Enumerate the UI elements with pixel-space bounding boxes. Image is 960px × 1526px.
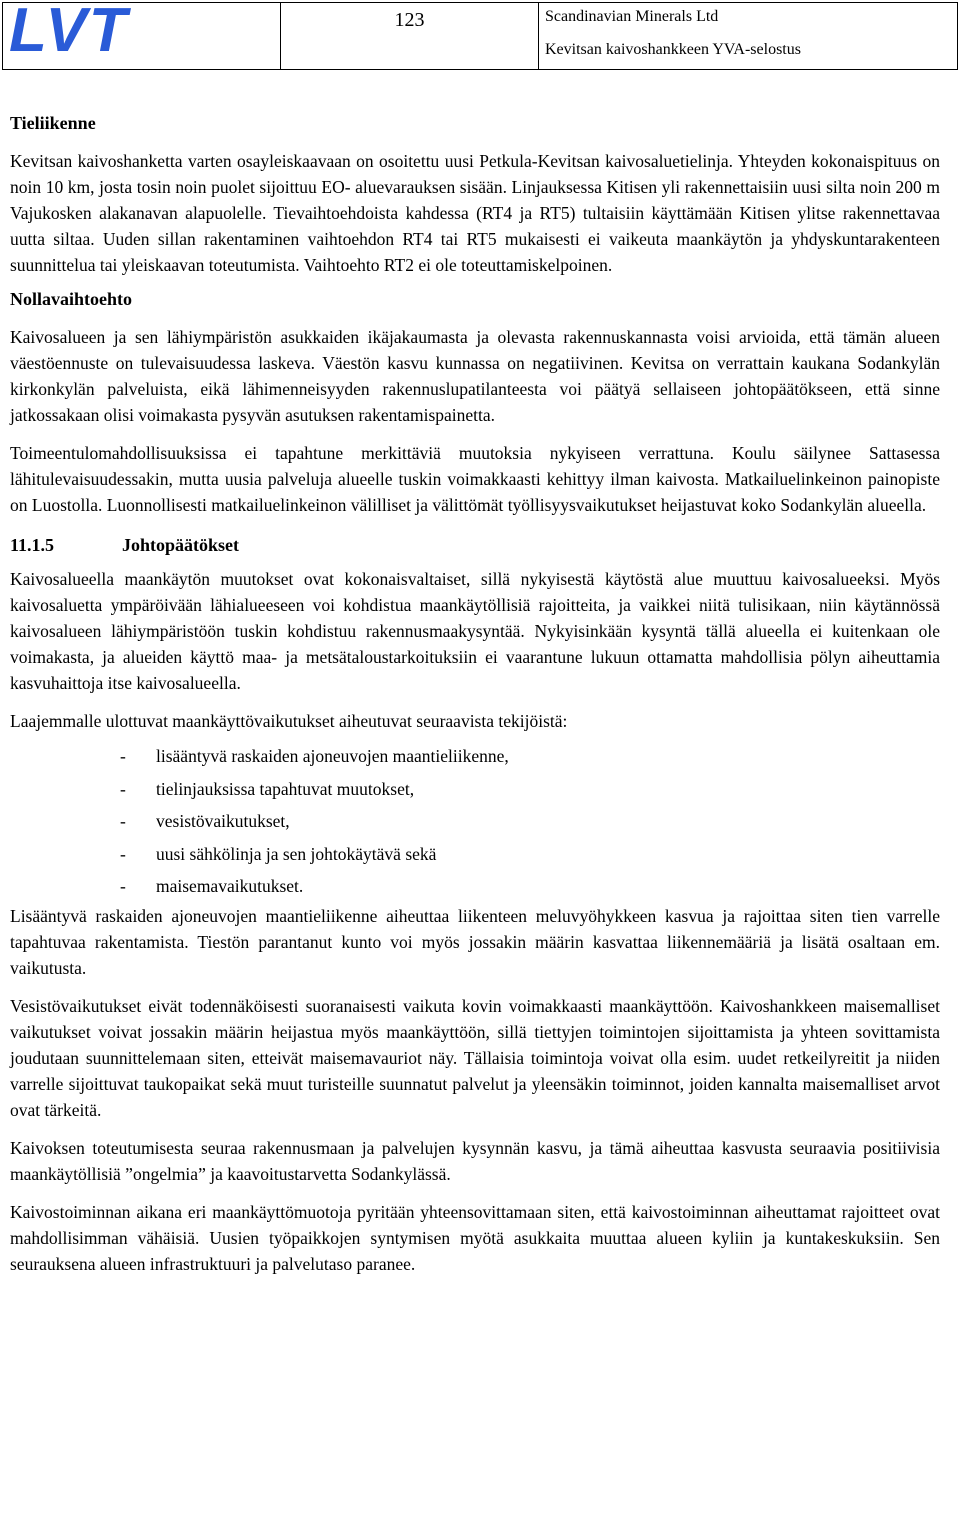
- page-header: [2, 2, 958, 70]
- list-item: [10, 740, 940, 773]
- page-number: 123: [394, 9, 425, 31]
- section-heading-tieliikenne: Tieliikenne: [10, 113, 96, 133]
- paragraph: Laajemmalle ulottuvat maankäyttövaikutukset aiheutuvat seuraavista tekijöistä:: [10, 711, 568, 731]
- list-item: [10, 773, 940, 806]
- section-heading-nollavaihtoehto: Nollavaihtoehto: [10, 289, 133, 309]
- page-number-cell: [281, 3, 539, 69]
- section-title: Johtopäätökset: [122, 535, 240, 555]
- list-item-text: vesistövaikutukset,: [156, 811, 290, 832]
- company-name: Scandinavian Minerals Ltd: [545, 8, 719, 25]
- list-dash: -: [120, 843, 126, 864]
- paragraph: Kaivoksen toteutumisesta seuraa rakennusmaan ja palvelujen kysynnän kasvu, ja tämä aiheuttaa kasvusta seuraavia positiivisia maankäytöllisiä ”ongelmia” ja kaavoitustarvetta Sodankylässä.: [10, 1137, 940, 1184]
- paragraph: Kevitsan kaivoshanketta varten osayleiskaavaan on osoitettu uusi Petkula-Kevitsan kaivosaluetielinja. Yhteyden kokonaispituus on noin 10 km, josta tosin noin puolet sijoittuu EO- aluevarauksen sisään. Linjauksessa Kitisen yli rakennettaisiin uusi silta noin 200 m Vajukosken alakanavan alapuolelle. Tievaihtoehdoista kahdessa (RT4 ja RT5) tultaisiin käyttämään Kitisen ylitse rakennettavaa uutta siltaa. Uuden sillan rakentaminen vaihtoehdon RT4 tai RT5 mukaisesti ei vaikeuta maankäytön ja yhdyskuntarakenteen suunnittelua tai yleiskaavan toteutumista. Vaihtoehto RT2 ei ole toteuttamiskelpoinen.: [10, 151, 940, 275]
- company-cell: [539, 3, 957, 69]
- list-dash: -: [120, 811, 126, 832]
- list-item-text: uusi sähkölinja ja sen johtokäytävä sekä: [156, 843, 437, 864]
- list-dash: -: [120, 746, 126, 767]
- list-item: [10, 870, 940, 903]
- paragraph: Toimeentulomahdollisuuksissa ei tapahtune merkittäviä muutoksia nykyiseen verrattuna. Koulu säilynee Sattasessa lähitulevaisuudessakin, mutta uusia palveluja alueelle tuskin voimakkaasti kehittyy ilman kaivosta. Matkailuelinkeinon painopiste on Luostolla. Luonnollisesti matkailuelinkeinon välilliset ja välittömät työllisyysvaikutukset heijastuvat koko Sodankylän alueella.: [10, 443, 940, 515]
- paragraph: Kaivosalueella maankäytön muutokset ovat kokonaisvaltaiset, sillä nykyisestä käytöstä alue muuttuu kaivosalueeksi. Myös kaivosaluetta ympäröivään lähialueeseen voi kohdistua maankäytöllisiä rajoitteita, ja vaikkei niitä tulisikaan, niin käytännössä kaivosalueen lähiympäristöön tuskin kohdistuu rakennusmaakysyntää. Nykyisinkään kysyntä tällä alueella ei kuitenkaan ole voimakasta, ja alueiden käyttö maa- ja metsätaloustarkoituksiin ei vaarantune lukuun ottamatta mahdollisia pölyn aiheuttamia kasvuhaittoja itse kaivosalueella.: [10, 569, 940, 693]
- document-body: [10, 110, 940, 1277]
- section-number: 11.1.5: [10, 535, 55, 555]
- paragraph: Lisääntyvä raskaiden ajoneuvojen maantieliikenne aiheuttaa liikenteen meluvyöhykkeen kasvua ja rajoittaa siten tien varrelle tapahtuvaa rakentamista. Tiestön parantanut kunto voi myös jossakin määrin kasvattaa liikennemääriä ja lisätä osaltaan em. vaikutusta.: [10, 905, 940, 978]
- impact-list: [10, 740, 940, 903]
- list-item: [10, 838, 940, 871]
- paragraph: Kaivostoiminnan aikana eri maankäyttömuotoja pyritään yhteensovittamaan siten, että kaivostoiminnan aiheuttamat rajoitteet ovat mahdollisimman vähäisiä. Uusien työpaikkojen syntymisen myötä asukkaita muuttaa alueen kyliin ja kuntakeskuksiin. Sen seurauksena alueen infrastruktuuri ja palvelutaso paranee.: [10, 1201, 940, 1274]
- lvt-logo: LVT: [9, 3, 129, 65]
- section-heading-johtopaatokset: [10, 532, 940, 558]
- list-item-text: maisemavaikutukset.: [156, 876, 304, 897]
- paragraph: Vesistövaikutukset eivät todennäköisesti suoranaisesti vaikuta kovin voimakkaasti maankäyttöön. Kaivoshankkeen maisemalliset vaikutukset voivat jossakin määrin heijastua myös maankäyttöön, sillä tiettyjen toimintojen sijoittamista ja yhteen sovittamista joudutaan suunnittelemaan siten, etteivät maisemavauriot näy. Tällaisia toimintoja voivat olla esim. uudet retkeilyreitit ja niiden varrelle sijoittuvat taukopaikat sekä muut turisteille suunnatut palvelut ja yleensäkin toiminnot, joiden kannalta maisemalliset arvot ovat tärkeitä.: [10, 995, 940, 1120]
- paragraph: Kaivosalueen ja sen lähiympäristön asukkaiden ikäjakaumasta ja olevasta rakennuskannasta voisi arvioida, että tämän alueen väestöennuste on tulevaisuudessa laskeva. Väestön kasvu kunnassa on negatiivinen. Kevitsa on verrattain kaukana Sodankylän kirkonkylän palveluista, eikä lähimenneisyyden rakennuslupatilanteesta voi päätyä sellaiseen johtopäätökseen, että sinne jatkossakaan olisi voimakasta pysyvän asutuksen rakentamispainetta.: [10, 327, 940, 425]
- list-dash: -: [120, 778, 126, 799]
- logo-cell: [3, 3, 281, 69]
- list-item-text: tielinjauksissa tapahtuvat muutokset,: [156, 778, 415, 799]
- list-item: [10, 805, 940, 838]
- list-dash: -: [120, 876, 126, 897]
- document-title: Kevitsan kaivoshankkeen YVA-selostus: [545, 41, 801, 58]
- list-item-text: lisääntyvä raskaiden ajoneuvojen maantieliikenne,: [156, 746, 509, 767]
